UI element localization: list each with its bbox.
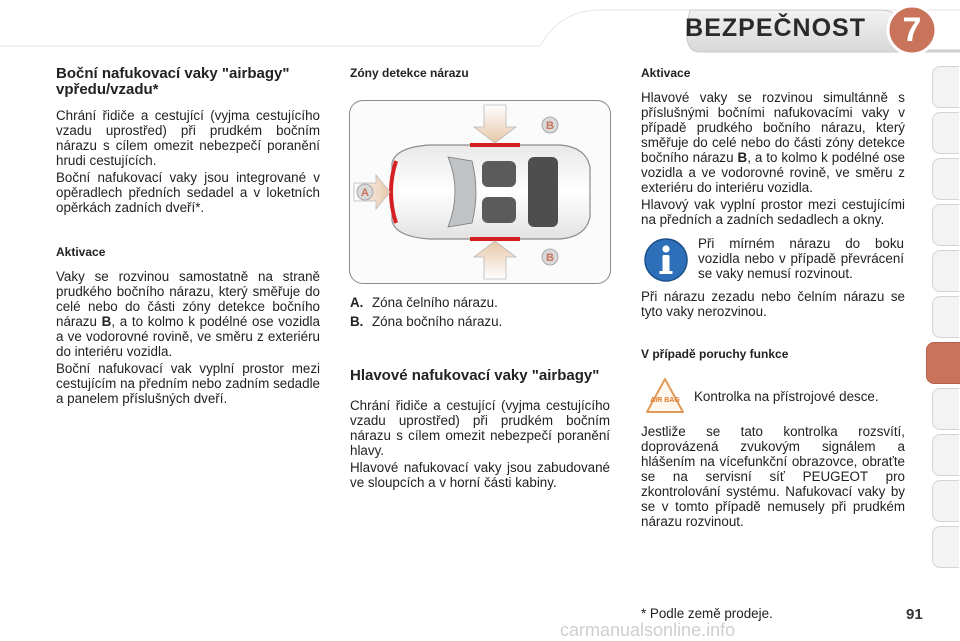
info-icon <box>643 237 689 283</box>
paragraph: Boční nafukovací vaky jsou integrované v opěradlech předních sedadel a v loketních opěrkách zadních dveří*. <box>56 170 320 215</box>
side-impact-arrow-bottom <box>474 241 516 279</box>
side-impact-arrow-top <box>474 105 516 143</box>
column-curtain-airbags <box>350 368 610 492</box>
info-note: Při mírném nárazu do boku vozidla nebo v případě převrácení se vaky nemusí rozvinout. <box>698 236 904 281</box>
chapter-tab[interactable] <box>932 388 959 430</box>
marker-b-bottom-label: B <box>546 252 554 264</box>
chapter-tab[interactable] <box>932 480 959 522</box>
subheading-activation: Aktivace <box>641 66 691 80</box>
marker-b-top <box>542 117 558 133</box>
front-seat-left <box>482 161 516 187</box>
paragraph: Chrání řidiče a cestující (vyjma cestujícího vzadu uprostřed) při prudkém bočním nárazu s cílem omezit nebezpečí poranění hlavy. <box>350 398 610 458</box>
chapter-tabs <box>926 66 960 576</box>
marker-a-label: A <box>361 187 369 199</box>
column-detection-zones <box>350 66 610 90</box>
paragraph: Hlavové vaky se rozvinou simultánně s příslušnými bočními nafukovacími vaky v případě prudkého bočního nárazu, který směřuje do celé nebo do části zóny detekce bočního nárazu B, a to kolmo k podélné ose vozidla a ve vodorovné rovině, ve směru z exteriéru do interiéru vozidla. <box>641 90 905 195</box>
legend-text: Zóna čelního nárazu. <box>372 295 498 310</box>
chapter-tab[interactable] <box>932 66 959 108</box>
column-activation-cont <box>641 289 905 371</box>
chapter-tab[interactable] <box>932 434 959 476</box>
marker-a <box>357 184 373 200</box>
crash-zone-diagram <box>349 100 611 284</box>
legend-item-a <box>350 295 610 310</box>
warning-icon-label: AIR BAG <box>650 397 680 404</box>
warning-lamp-text: Kontrolka na přístrojové desce. <box>694 389 879 404</box>
chapter-tab[interactable] <box>932 158 959 200</box>
marker-b-bottom <box>542 249 558 265</box>
chapter-number: 7 <box>902 11 922 49</box>
legend-key: A. <box>350 295 364 310</box>
chapter-tab[interactable] <box>932 112 959 154</box>
paragraph: Vaky se rozvinou samostatně na straně prudkého bočního nárazu, který směřuje do celé nebo do části zóny detekce bočního nárazu B, a to kolmo k podélné ose vozidla a ve vodorovné rovině, ve směru z exteriéru do interiéru vozidla. <box>56 269 320 359</box>
watermark: carmanualsonline.info <box>560 620 736 640</box>
column-side-airbags <box>56 66 320 408</box>
page-header <box>0 0 960 56</box>
car-body <box>392 145 590 239</box>
page-number: 91 <box>906 606 923 623</box>
chapter-tab[interactable] <box>932 296 959 338</box>
chapter-tab[interactable] <box>932 204 959 246</box>
section-heading-side-airbags: Boční nafukovací vaky "airbagy" vpředu/vzadu* <box>56 65 290 98</box>
column-activation <box>641 66 905 229</box>
chapter-tab-active[interactable] <box>926 342 960 384</box>
paragraph: Hlavové nafukovací vaky jsou zabudované ve sloupcích a v horní části kabiny. <box>350 460 610 490</box>
paragraph: Při nárazu zezadu nebo čelním nárazu se tyto vaky nerozvinou. <box>641 289 905 319</box>
legend-text: Zóna bočního nárazu. <box>372 314 503 329</box>
legend-item-b <box>350 314 610 329</box>
chapter-tab[interactable] <box>932 250 959 292</box>
paragraph: Hlavový vak vyplní prostor mezi cestujícími na předních a zadních sedadlech a okny. <box>641 197 905 227</box>
paragraph: Jestliže se tato kontrolka rozsvítí, doprovázená zvukovým signálem a hlášením na vícefunkční obrazovce, obraťte se na servisní síť PEUGEOT pro zkontrolování systému. Nafukovací vaky by se v tomto případě nemusely při prudkém nárazu rozvinout. <box>641 424 905 529</box>
column-fault-text <box>641 424 905 531</box>
front-seat-right <box>482 197 516 223</box>
section-heading-detection-zones: Zóny detekce nárazu <box>350 66 469 80</box>
chapter-tab[interactable] <box>932 526 959 568</box>
subheading-fault: V případě poruchy funkce <box>641 347 789 361</box>
legend-key: B. <box>350 314 364 329</box>
airbag-warning-icon <box>645 377 685 415</box>
marker-b-top-label: B <box>546 120 554 132</box>
paragraph: Chrání řidiče a cestující (vyjma cestujícího vzadu uprostřed) při prudkém bočním nárazu s cílem omezit nebezpečí poranění hrudi cestujících. <box>56 108 320 168</box>
car-top-view <box>350 101 610 283</box>
paragraph: Boční nafukovací vak vyplní prostor mezi cestujícím na předním nebo zadním sedadle a panelem příslušných dveří. <box>56 361 320 406</box>
footnote: * Podle země prodeje. <box>641 606 773 621</box>
subheading-activation: Aktivace <box>56 245 106 259</box>
rear-seat <box>528 157 558 227</box>
chapter-title: BEZPEČNOST <box>685 14 866 42</box>
section-heading-curtain-airbags: Hlavové nafukovací vaky "airbagy" <box>350 367 600 384</box>
